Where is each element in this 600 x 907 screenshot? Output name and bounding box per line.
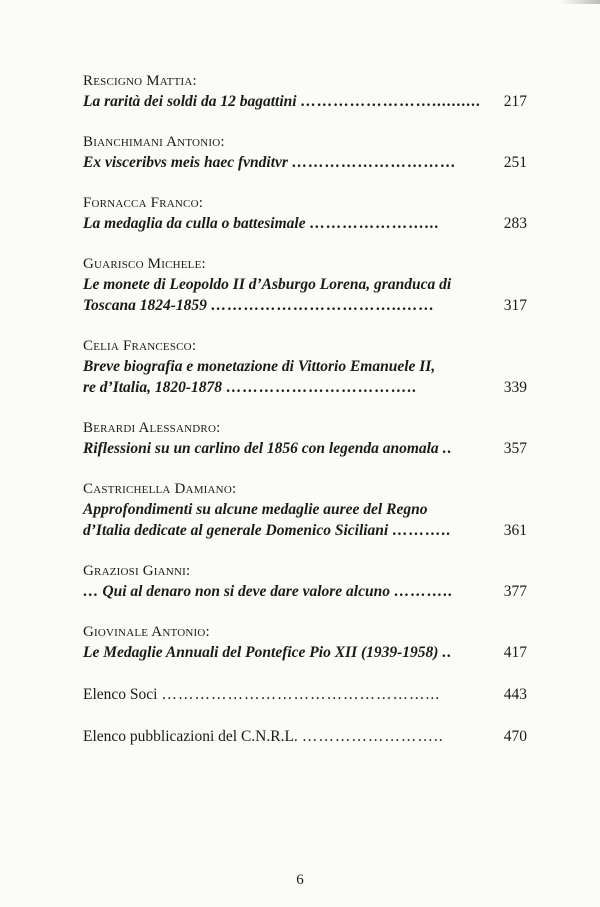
page-number: 6 bbox=[296, 872, 304, 888]
entry-title-line: Le monete di Leopoldo II d’Asburgo Lorena, granduca di bbox=[83, 276, 452, 293]
entry-title-line: Breve biografia e monetazione di Vittorio Emanuele II, bbox=[83, 358, 436, 375]
entry-row bbox=[83, 726, 527, 747]
leader-dots: ……….. bbox=[392, 522, 452, 539]
entry-title-row bbox=[83, 213, 527, 234]
toc-entry bbox=[83, 562, 527, 602]
leader-dots: …………………... bbox=[309, 215, 440, 232]
entry-title-line: d’Italia dedicate al generale Domenico Siciliani bbox=[83, 522, 389, 539]
entry-title-line: Riflessioni su un carlino del 1856 con legenda anomala bbox=[83, 440, 439, 457]
toc-entry bbox=[83, 255, 527, 316]
entry-page-number: 443 bbox=[503, 686, 527, 703]
entry-page-number: 217 bbox=[503, 93, 527, 110]
entry-author: Guarisco Michele: bbox=[83, 256, 206, 272]
toc-entry bbox=[83, 726, 527, 747]
toc-entry bbox=[83, 194, 527, 234]
entry-title: Elenco Soci bbox=[83, 686, 158, 703]
entry-title-row bbox=[83, 438, 527, 459]
entry-title-line: Le Medaglie Annuali del Pontefice Pio XII (1939-1958) bbox=[83, 644, 439, 661]
entry-title: Elenco pubblicazioni del C.N.R.L. bbox=[83, 728, 298, 745]
entry-title-row bbox=[83, 520, 527, 541]
entry-author: Graziosi Gianni: bbox=[83, 563, 191, 579]
entry-page-number: 357 bbox=[503, 440, 527, 457]
toc-plain-entries bbox=[83, 684, 527, 747]
entry-author: Celia Francesco: bbox=[83, 338, 197, 354]
toc-entry bbox=[83, 133, 527, 173]
leader-dots: …………………………….. bbox=[226, 379, 418, 396]
entry-title-line: La rarità dei soldi da 12 bagattini bbox=[83, 93, 297, 110]
entry-title-row bbox=[83, 295, 527, 316]
entry-title-row bbox=[83, 152, 527, 173]
leader-dots: …………………………………………... bbox=[161, 686, 441, 703]
table-of-contents bbox=[83, 72, 527, 768]
entry-title-row bbox=[83, 581, 527, 602]
entry-author: Giovinale Antonio: bbox=[83, 624, 210, 640]
entry-author: Castrichella Damiano: bbox=[83, 481, 237, 497]
entry-author: Rescigno Mattia: bbox=[83, 73, 197, 89]
entry-title-row bbox=[83, 642, 527, 663]
entry-author: Berardi Alessandro: bbox=[83, 420, 221, 436]
entry-page-number: 470 bbox=[503, 728, 527, 745]
entry-page-number: 361 bbox=[503, 522, 527, 539]
toc-entry bbox=[83, 337, 527, 398]
entry-title-line: … Qui al denaro non si deve dare valore alcuno bbox=[83, 583, 390, 600]
entry-title-line: Toscana 1824-1859 bbox=[83, 297, 207, 314]
entry-page-number: 377 bbox=[503, 583, 527, 600]
leader-dots: .. bbox=[442, 440, 453, 457]
leader-dots: …………………….. bbox=[301, 728, 444, 745]
entry-page-number: 317 bbox=[503, 297, 527, 314]
leader-dots: ………………………… bbox=[291, 154, 457, 171]
toc-entry bbox=[83, 72, 527, 112]
toc-entries bbox=[83, 72, 527, 663]
leader-dots: ……………………………..…… bbox=[210, 297, 436, 314]
leader-dots: ……….. bbox=[394, 583, 454, 600]
entry-page-number: 339 bbox=[503, 379, 527, 396]
toc-entry bbox=[83, 480, 527, 541]
entry-title-line: Ex visceribvs meis haec fvnditvr bbox=[83, 154, 288, 171]
scan-edge-mark bbox=[560, 0, 600, 4]
leader-dots: .. bbox=[442, 644, 453, 661]
entry-page-number: 417 bbox=[503, 644, 527, 661]
entry-title-line: Approfondimenti su alcune medaglie auree del Regno bbox=[83, 501, 428, 518]
entry-title-line: re d’Italia, 1820-1878 bbox=[83, 379, 223, 396]
entry-page-number: 283 bbox=[503, 215, 527, 232]
entry-row bbox=[83, 684, 527, 705]
toc-entry bbox=[83, 684, 527, 705]
toc-entry bbox=[83, 623, 527, 663]
entry-author: Fornacca Franco: bbox=[83, 195, 204, 211]
leader-dots: …………………….......... bbox=[300, 93, 482, 110]
entry-title-line: La medaglia da culla o battesimale bbox=[83, 215, 306, 232]
entry-title-row bbox=[83, 377, 527, 398]
entry-title-row bbox=[83, 91, 527, 112]
entry-author: Bianchimani Antonio: bbox=[83, 134, 225, 150]
toc-entry bbox=[83, 419, 527, 459]
entry-page-number: 251 bbox=[503, 154, 527, 171]
